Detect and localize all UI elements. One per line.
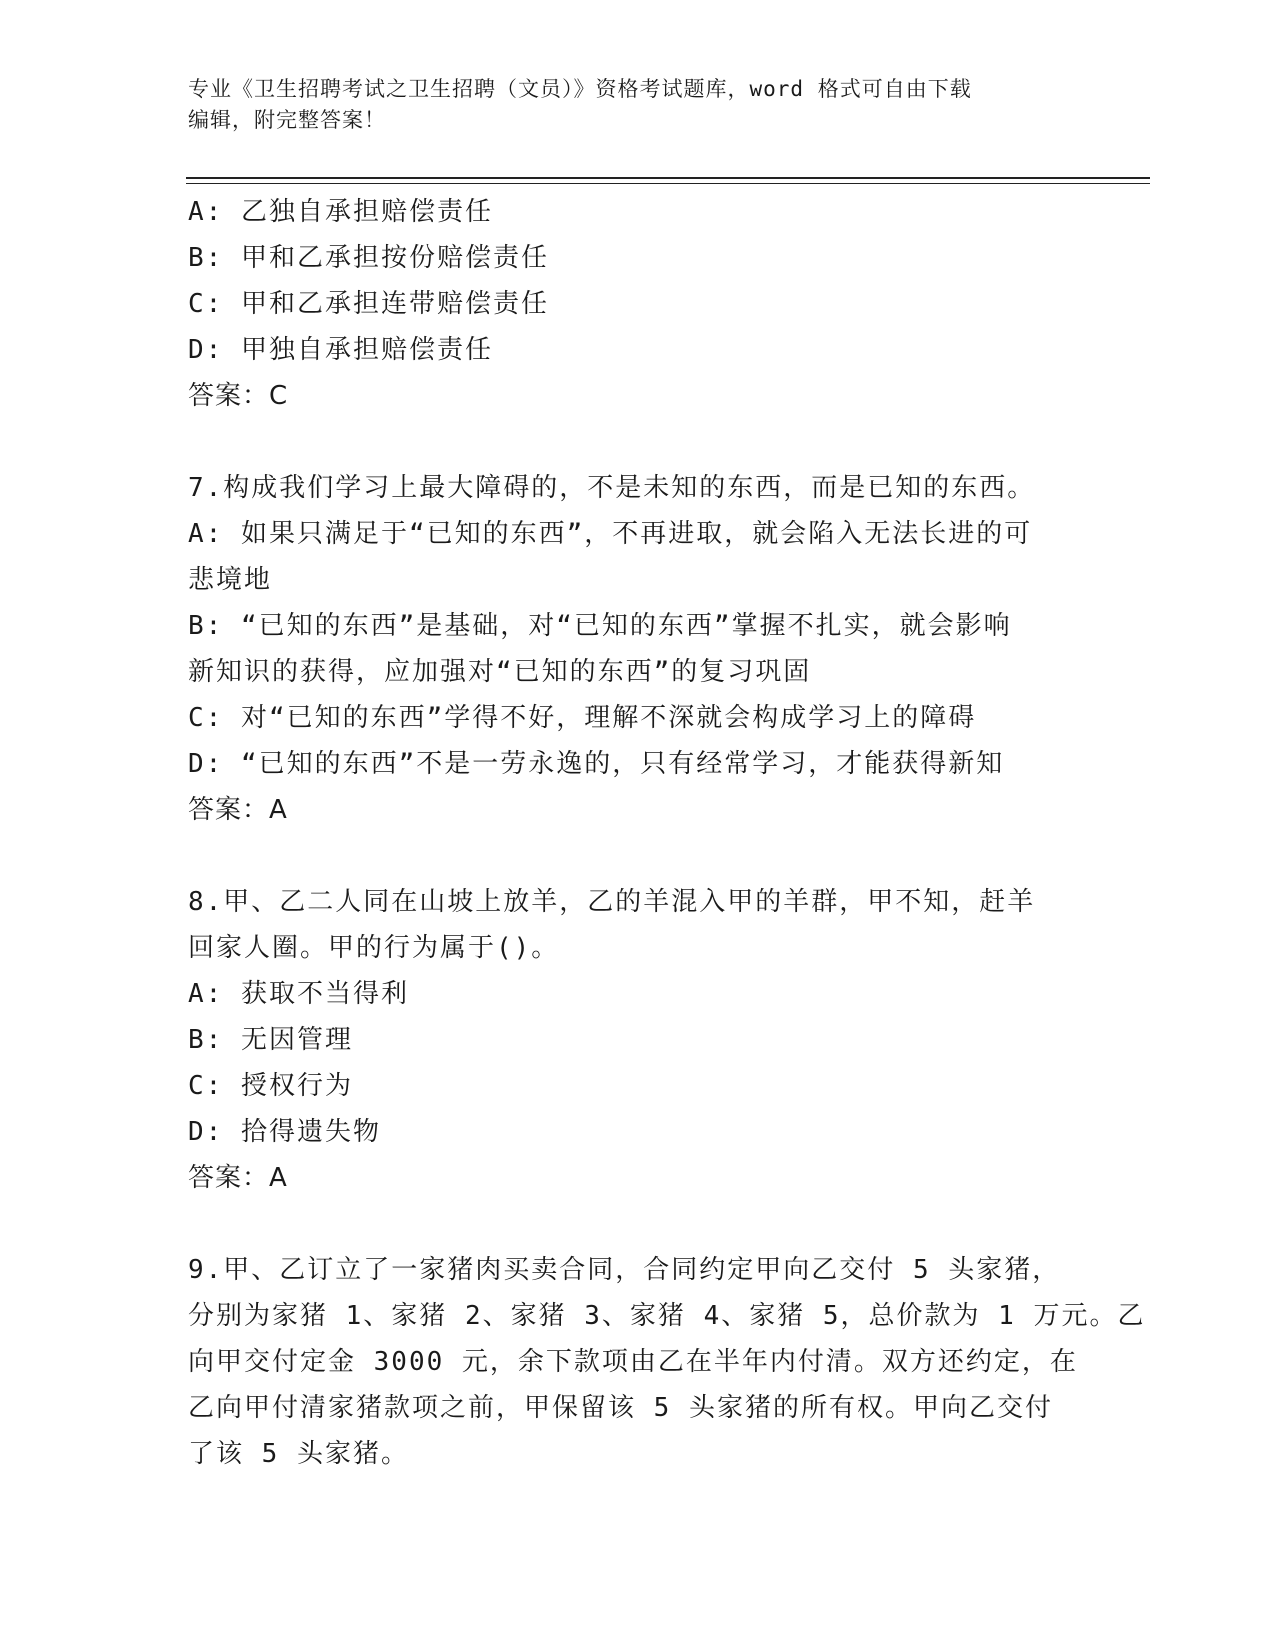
page-header	[188, 74, 1068, 136]
question-text: 8.甲、乙二人同在山坡上放羊，乙的羊混入甲的羊群，甲不知，赶羊	[188, 887, 1036, 917]
spacer	[188, 419, 1088, 465]
question-text-continued: 回家人圈。甲的行为属于()。	[188, 933, 560, 963]
question-6	[188, 189, 1088, 419]
option-c: C: 授权行为	[188, 1071, 353, 1101]
option-c: C: 甲和乙承担连带赔偿责任	[188, 289, 549, 319]
option-b: B: 甲和乙承担按份赔偿责任	[188, 243, 549, 273]
question-text: 7.构成我们学习上最大障碍的，不是未知的东西，而是已知的东西。	[188, 473, 1036, 503]
option-a: A: 获取不当得利	[188, 979, 409, 1009]
option-a: A: 乙独自承担赔偿责任	[188, 197, 493, 227]
question-text-continued: 分别为家猪 1、家猪 2、家猪 3、家猪 4、家猪 5，总价款为 1 万元。乙	[188, 1301, 1146, 1331]
spacer	[188, 1201, 1088, 1247]
option-b: B: 无因管理	[188, 1025, 353, 1055]
question-text-continued: 了该 5 头家猪。	[188, 1439, 409, 1469]
answer: 答案：A	[188, 795, 288, 825]
question-8	[188, 879, 1088, 1201]
option-d: D: “已知的东西”不是一劳永逸的，只有经常学习，才能获得新知	[188, 749, 1005, 779]
option-b: B: “已知的东西”是基础，对“已知的东西”掌握不扎实，就会影响	[188, 611, 1012, 641]
spacer	[188, 833, 1088, 879]
option-d: D: 甲独自承担赔偿责任	[188, 335, 493, 365]
option-b-continued: 新知识的获得，应加强对“已知的东西”的复习巩固	[188, 657, 812, 687]
option-d: D: 拾得遗失物	[188, 1117, 381, 1147]
question-text-continued: 向甲交付定金 3000 元，余下款项由乙在半年内付清。双方还约定，在	[188, 1347, 1078, 1377]
question-text-continued: 乙向甲付清家猪款项之前，甲保留该 5 头家猪的所有权。甲向乙交付	[188, 1393, 1053, 1423]
answer: 答案：A	[188, 1163, 288, 1193]
option-a: A: 如果只满足于“已知的东西”，不再进取，就会陷入无法长进的可	[188, 519, 1033, 549]
answer: 答案：C	[188, 381, 289, 411]
header-rule-thick	[186, 177, 1150, 179]
header-rule-thin	[186, 183, 1150, 184]
question-list	[188, 189, 1146, 1477]
header-line-2: 编辑，附完整答案！	[188, 108, 386, 132]
option-a-continued: 悲境地	[188, 565, 273, 595]
question-text: 9.甲、乙订立了一家猪肉买卖合同，合同约定甲向乙交付 5 头家猪，	[188, 1255, 1061, 1285]
header-line-1: 专业《卫生招聘考试之卫生招聘（文员）》资格考试题库，word 格式可自由下载	[188, 77, 972, 101]
option-c: C: 对“已知的东西”学得不好，理解不深就会构成学习上的障碍	[188, 703, 977, 733]
question-9	[188, 1247, 1146, 1477]
question-7	[188, 465, 1088, 833]
